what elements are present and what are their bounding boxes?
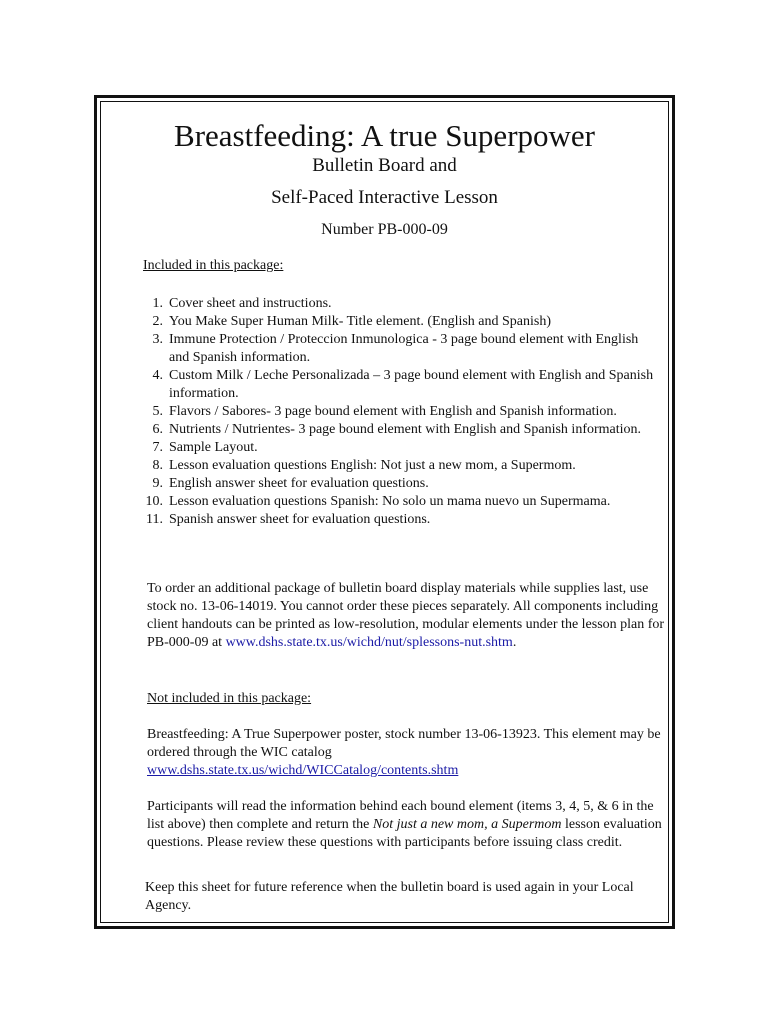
keep-paragraph: Keep this sheet for future reference when the bulletin board is used again in your Local Agency.: [145, 880, 634, 913]
list-item-number: 6.: [152, 422, 163, 437]
list-item-number: 11.: [146, 512, 163, 527]
list-item-number: 2.: [152, 314, 163, 329]
included-heading: Included in this package:: [143, 258, 284, 273]
list-item: [141, 475, 661, 493]
list-item-text: Nutrients / Nutrientes- 3 page bound element with English and Spanish information.: [169, 422, 642, 437]
list-item: [141, 313, 661, 331]
participants-text-after: lesson evaluation questions. Please review these questions with participants before issuing class credit.: [147, 817, 662, 850]
document-number: Number PB-000-09: [321, 221, 448, 238]
not-included-heading: Not included in this package:: [147, 691, 312, 706]
order-paragraph: [147, 580, 667, 652]
list-item: [141, 511, 661, 529]
list-item-number: 1.: [152, 296, 163, 311]
list-item: [141, 295, 661, 313]
list-item: [141, 421, 661, 439]
not-included-text: Breastfeeding: A True Superpower poster, stock number 13-06-13923. This element may be ordered through the WIC catalog: [147, 727, 661, 760]
list-item-number: 5.: [152, 404, 163, 419]
subtitle-line-1: Bulletin Board and: [312, 155, 457, 176]
document-border: [94, 95, 675, 929]
participants-paragraph: [147, 798, 667, 852]
subtitle-line-2: Self-Paced Interactive Lesson: [271, 187, 498, 208]
order-link[interactable]: www.dshs.state.tx.us/wichd/nut/splessons-nut.shtm: [225, 635, 513, 650]
list-item-text: Flavors / Sabores- 3 page bound element with English and Spanish information.: [169, 404, 617, 419]
list-item: [141, 457, 661, 475]
list-item-number: 4.: [152, 368, 163, 383]
order-link-suffix: .: [512, 635, 517, 650]
list-item-text: Immune Protection / Proteccion Inmunologica - 3 page bound element with English and Spanish information.: [169, 332, 639, 365]
not-included-paragraph: [147, 726, 667, 780]
list-item-text: Lesson evaluation questions Spanish: No solo un mama nuevo un Supermama.: [169, 494, 611, 509]
list-item-text: Spanish answer sheet for evaluation questions.: [169, 512, 431, 527]
list-item: [141, 367, 661, 403]
list-item-number: 7.: [152, 440, 163, 455]
list-item-text: Lesson evaluation questions English: Not just a new mom, a Supermom.: [169, 458, 576, 473]
list-item-text: You Make Super Human Milk- Title element. (English and Spanish): [169, 314, 552, 329]
list-item-number: 3.: [152, 332, 163, 347]
list-item: [141, 493, 661, 511]
list-item: [141, 403, 661, 421]
participants-text-before: Participants will read the information behind each bound element (items 3, 4, 5, & 6 in the list above) then complete and return the: [147, 799, 654, 832]
order-text: To order an additional package of bulletin board display materials while supplies last, use stock no. 13-06-14019. You cannot order these pieces separately. All components including client handouts can be printed as low-resolution, modular elements under the lesson plan for PB-000-09 at: [147, 581, 665, 650]
list-item-text: Cover sheet and instructions.: [169, 296, 332, 311]
list-item-number: 10.: [145, 494, 163, 509]
included-list: [141, 295, 661, 529]
document-inner-border: [100, 101, 669, 923]
page-title: Breastfeeding: A true Superpower: [174, 118, 595, 153]
list-item: [141, 439, 661, 457]
list-item-text: Custom Milk / Leche Personalizada – 3 page bound element with English and Spanish information.: [169, 368, 654, 401]
list-item-text: Sample Layout.: [169, 440, 258, 455]
catalog-link[interactable]: www.dshs.state.tx.us/wichd/WICCatalog/contents.shtm: [147, 763, 459, 778]
list-item-number: 9.: [152, 476, 163, 491]
list-item-number: 8.: [152, 458, 163, 473]
list-item: [141, 331, 661, 367]
list-item-text: English answer sheet for evaluation questions.: [169, 476, 429, 491]
participants-italic: Not just a new mom, a Supermom: [372, 817, 562, 832]
